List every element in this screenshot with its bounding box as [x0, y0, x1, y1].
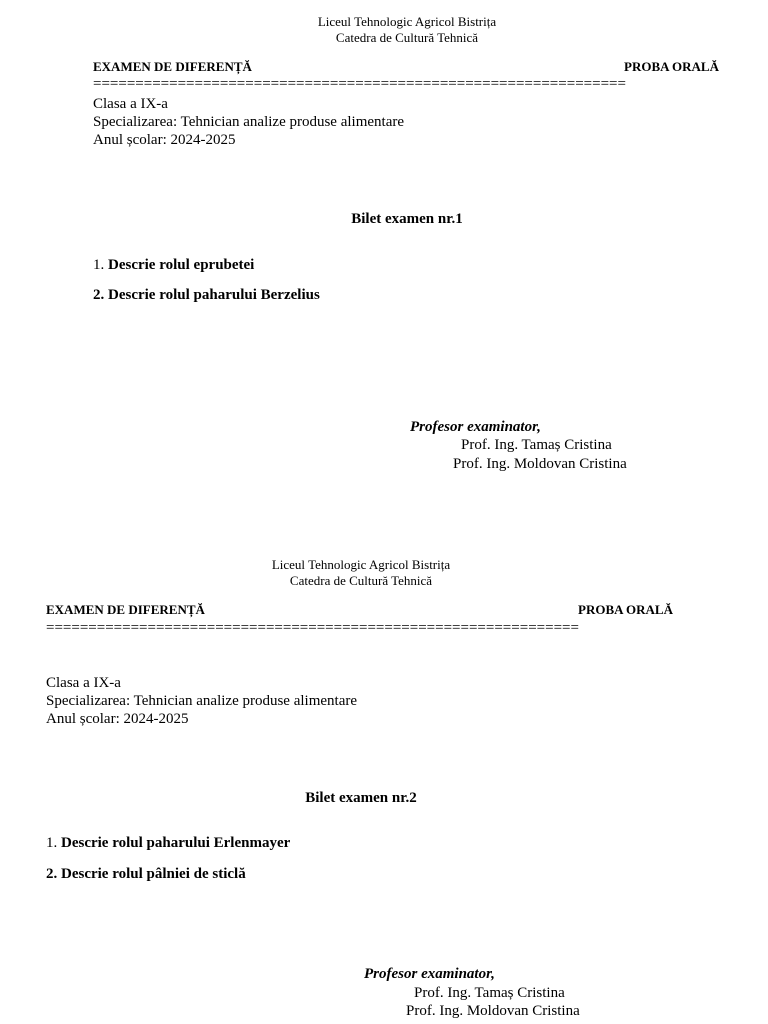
- school-year-line: Anul școlar: 2024-2025: [93, 132, 236, 148]
- ticket-title: Bilet examen nr.1: [351, 211, 463, 227]
- examiner-name-2: Prof. Ing. Moldovan Cristina: [406, 1003, 580, 1019]
- examiner-name-1: Prof. Ing. Tamaș Cristina: [461, 437, 612, 453]
- question-1: [46, 834, 290, 852]
- examiner-title: Profesor examinator,: [364, 966, 495, 982]
- separator-rule: ===============================================================: [46, 620, 579, 636]
- exam-mode: PROBA ORALĂ: [624, 59, 719, 74]
- question-text: 2. Descrie rolul paharului Berzelius: [93, 287, 320, 303]
- class-line: Clasa a IX-a: [93, 96, 168, 112]
- school-name: Liceul Tehnologic Agricol Bistrița: [317, 14, 497, 29]
- specialization-line: Specializarea: Tehnician analize produse alimentare: [46, 693, 358, 709]
- specialization-line: Specializarea: Tehnician analize produse alimentare: [93, 114, 405, 130]
- ticket-title: Bilet examen nr.2: [305, 790, 417, 806]
- exam-mode: PROBA ORALĂ: [578, 602, 673, 617]
- question-number: 1.: [46, 835, 58, 851]
- examiner-name-2: Prof. Ing. Moldovan Cristina: [453, 456, 627, 472]
- question-2: [46, 865, 246, 883]
- class-line: Clasa a IX-a: [46, 675, 121, 691]
- separator-rule: ===============================================================: [93, 76, 626, 92]
- question-1: [93, 256, 254, 274]
- question-2: [93, 286, 320, 304]
- department-name: Catedra de Cultură Tehnică: [335, 30, 479, 45]
- examiner-title: Profesor examinator,: [410, 419, 541, 435]
- question-text: 2. Descrie rolul pâlniei de sticlă: [46, 866, 246, 882]
- question-text: Descrie rolul eprubetei: [108, 257, 255, 273]
- examiner-name-1: Prof. Ing. Tamaș Cristina: [414, 985, 565, 1001]
- question-text: Descrie rolul paharului Erlenmayer: [61, 835, 291, 851]
- question-number: 1.: [93, 257, 105, 273]
- school-name: Liceul Tehnologic Agricol Bistrița: [271, 557, 451, 572]
- exam-type: EXAMEN DE DIFERENȚĂ: [93, 59, 252, 74]
- school-year-line: Anul școlar: 2024-2025: [46, 711, 189, 727]
- department-name: Catedra de Cultură Tehnică: [289, 573, 433, 588]
- exam-type: EXAMEN DE DIFERENȚĂ: [46, 602, 205, 617]
